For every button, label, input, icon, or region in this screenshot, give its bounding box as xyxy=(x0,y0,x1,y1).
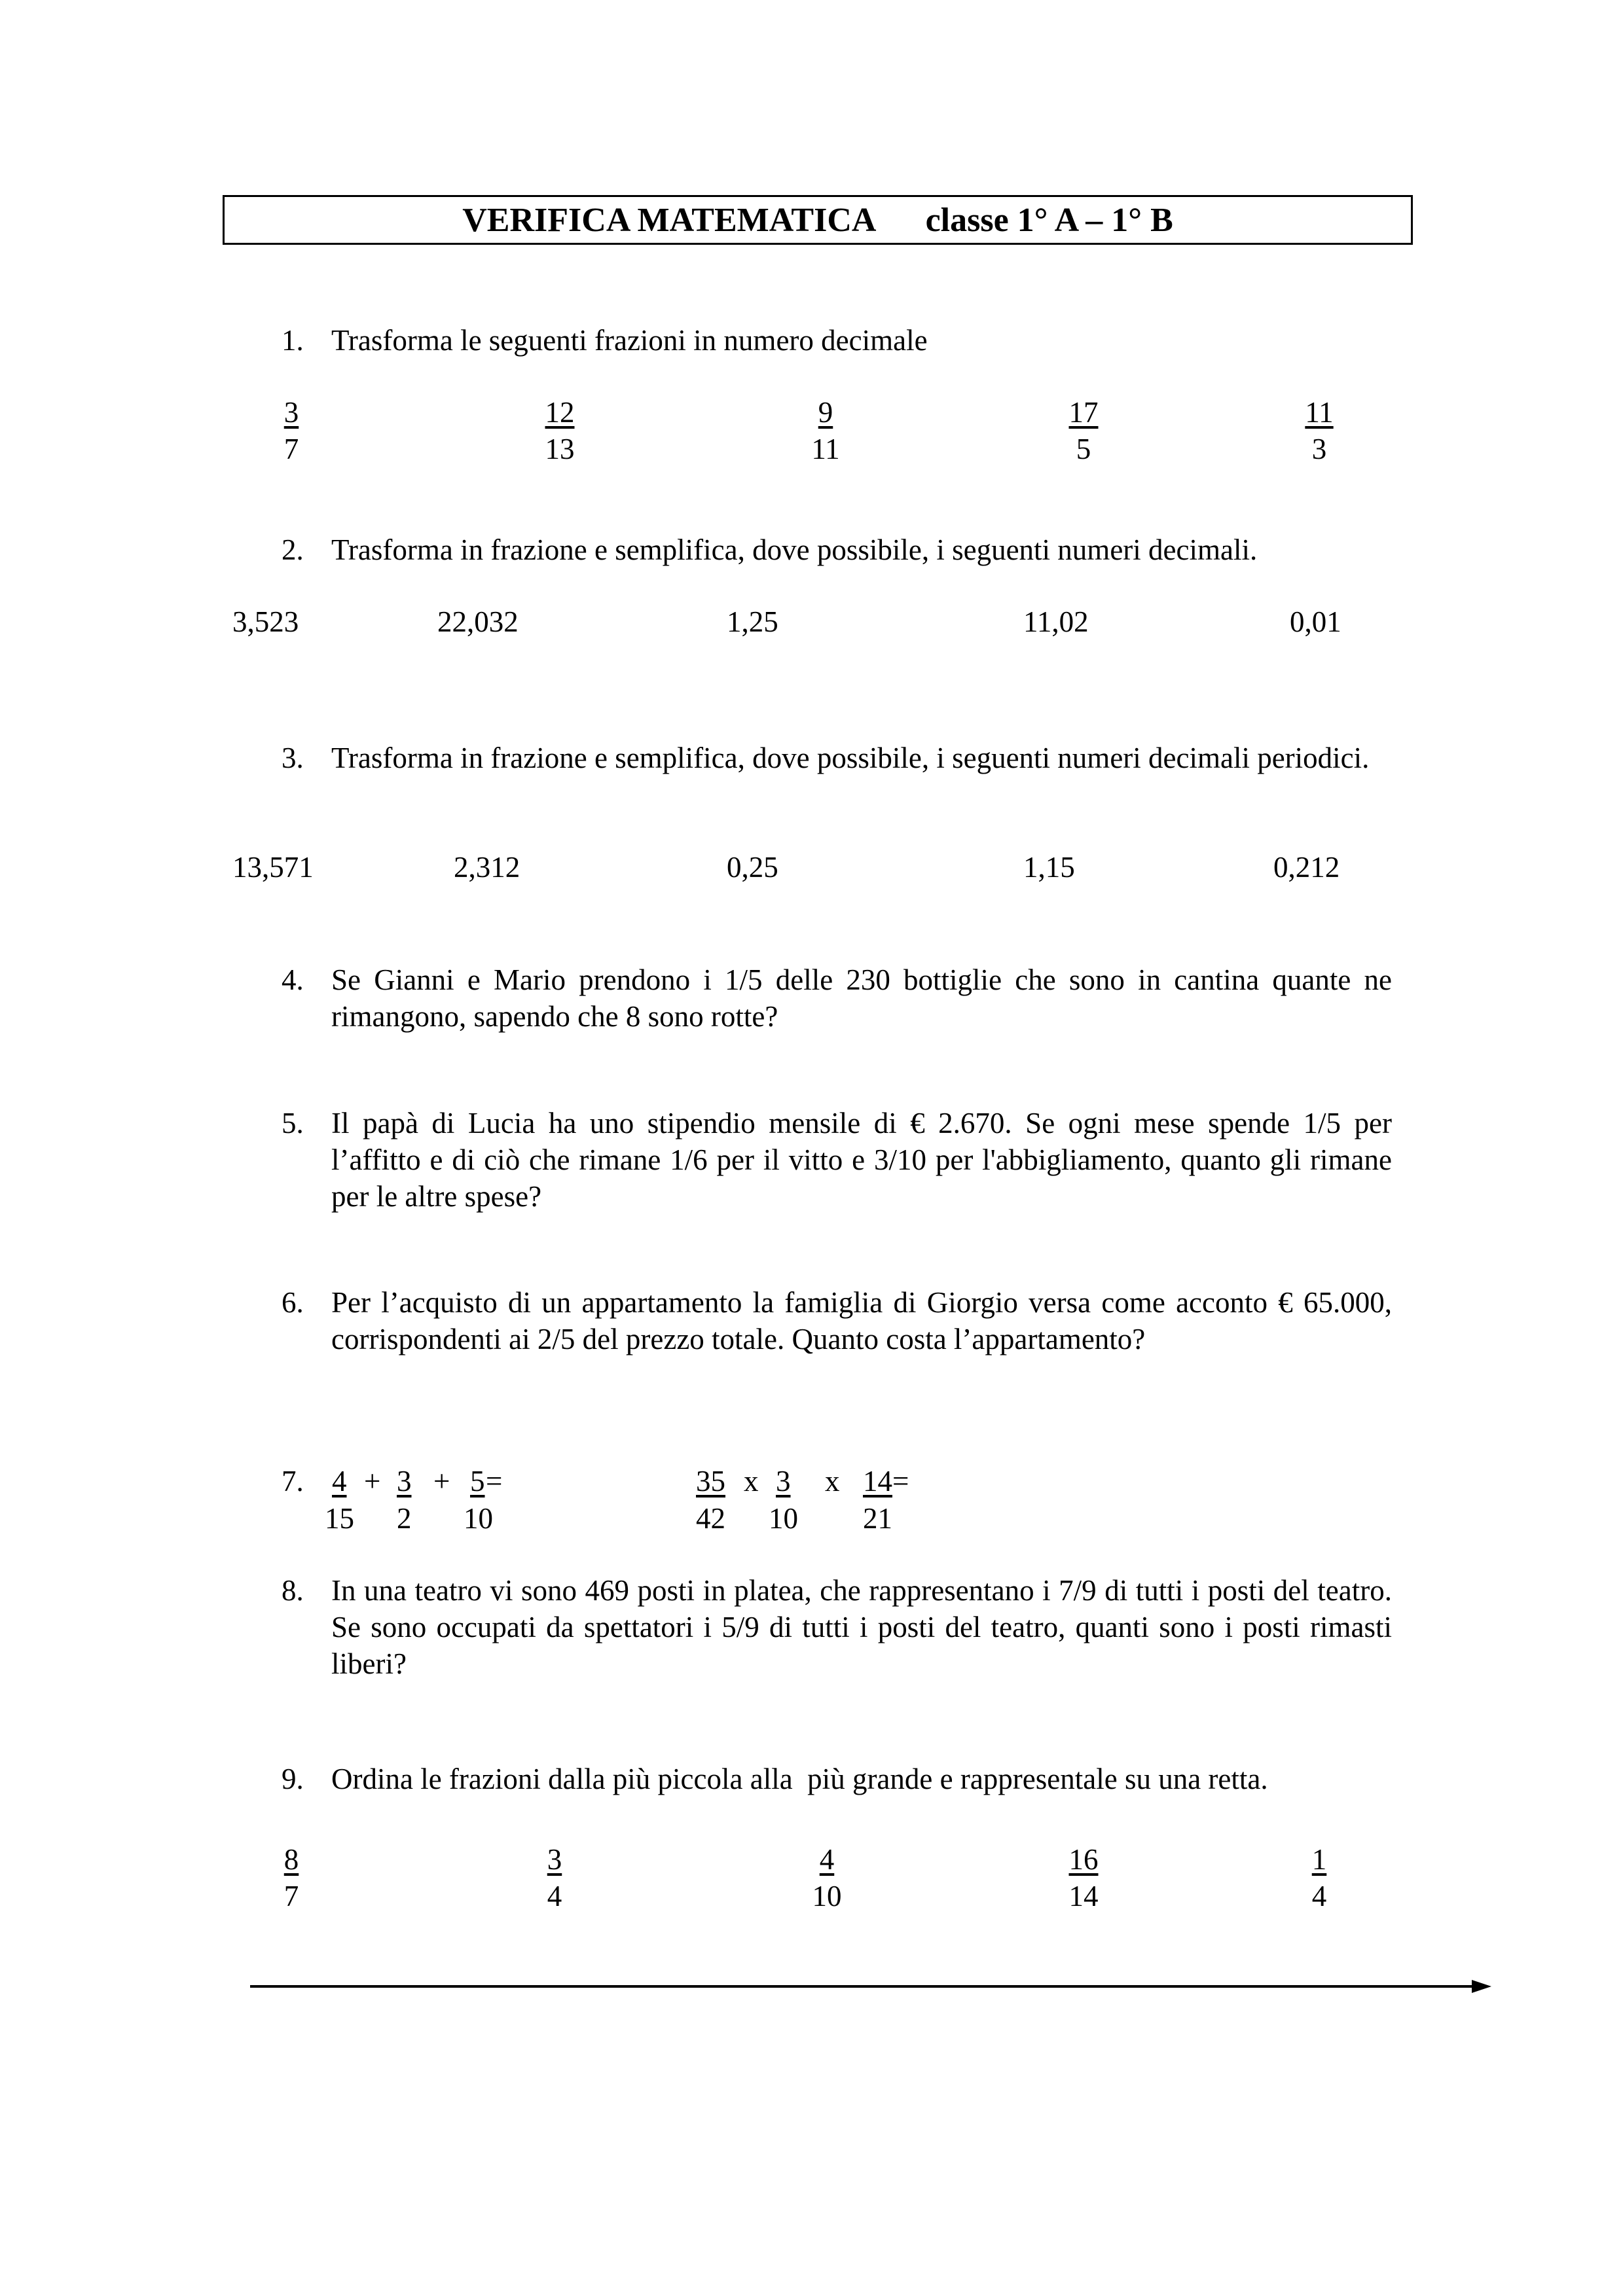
q2-value: 3,523 xyxy=(232,605,299,638)
q2-value: 0,01 xyxy=(1290,605,1341,638)
title-classes: classe 1° A – 1° B xyxy=(925,202,1173,239)
q3-value: 13,571 xyxy=(232,851,314,884)
title-main: VERIFICA MATEMATICA xyxy=(462,202,875,239)
q2-value: 1,25 xyxy=(727,605,778,638)
q7-prod-den-1: 42 xyxy=(696,1502,725,1535)
q3-number: 3. xyxy=(282,742,304,774)
q9-text: Ordina le frazioni dalla più piccola alla più grande e rappresentale su una retta. xyxy=(331,1763,1268,1795)
q9-fraction: $\frac{3}{4}$ xyxy=(547,1843,562,1912)
q7-prod-num-2: 3 xyxy=(776,1465,791,1498)
q7-prod-den-3: 21 xyxy=(863,1502,892,1535)
q7-sum-num-2: 3 xyxy=(397,1465,412,1498)
q3-value: 1,15 xyxy=(1023,851,1075,884)
q7-sum-equals: = xyxy=(486,1465,503,1498)
q7-prod-den-2: 10 xyxy=(769,1502,798,1535)
q7-sum-den-2: 2 xyxy=(397,1502,412,1535)
q5-number: 5. xyxy=(282,1107,304,1139)
q7-sum-op-1: + xyxy=(364,1465,381,1498)
q4-number: 4. xyxy=(282,963,304,996)
q7-sum-num-3: 5 xyxy=(470,1465,485,1498)
q9-number: 9. xyxy=(282,1763,304,1795)
q3-value: 0,25 xyxy=(727,851,778,884)
q7-sum-num-1: 4 xyxy=(332,1465,347,1498)
q4-text: Se Gianni e Mario prendono i 1/5 delle 230 bottiglie che sono in cantina quante ne rimangono, sapendo che 8 sono rotte? xyxy=(331,963,1392,1033)
q7-sum-op-2: + xyxy=(433,1465,450,1498)
q7-number: 7. xyxy=(282,1465,304,1498)
q7-sum-den-1: 15 xyxy=(325,1502,354,1535)
q9-fraction: $\frac{16}{14}$ xyxy=(1068,1843,1099,1912)
page-title xyxy=(225,201,1411,240)
q2-value: 11,02 xyxy=(1023,605,1089,638)
q6-number: 6. xyxy=(282,1286,304,1319)
q1-fraction: $\frac{11}{3}$ xyxy=(1305,396,1334,465)
q2-value: 22,032 xyxy=(437,605,519,638)
q1-fraction: $\frac{9}{11}$ xyxy=(811,396,840,465)
q1-number: 1. xyxy=(282,324,304,357)
q9-fraction: $\frac{4}{10}$ xyxy=(812,1843,842,1912)
q1-text: Trasforma le seguenti frazioni in numero decimale xyxy=(331,324,928,357)
q5-text: Il papà di Lucia ha uno stipendio mensile di € 2.670. Se ogni mese spende 1/5 per l’affitto e di ciò che rimane 1/6 per il vitto e 3/10 per l'abbigliamento, quanto gli rimane per le altre spese? xyxy=(331,1107,1392,1213)
q7-prod-op-1: x xyxy=(744,1465,759,1498)
q3-value: 2,312 xyxy=(454,851,520,884)
q2-number: 2. xyxy=(282,533,304,566)
q6-text: Per l’acquisto di un appartamento la famiglia di Giorgio versa come acconto € 65.000, corrispondenti ai 2/5 del prezzo totale. Quanto costa l’appartamento? xyxy=(331,1286,1392,1355)
q2-text: Trasforma in frazione e semplifica, dove possibile, i seguenti numeri decimali. xyxy=(331,533,1258,566)
q7-prod-num-1: 35 xyxy=(696,1465,725,1498)
q7-prod-num-3: 14 xyxy=(863,1465,892,1498)
q3-text: Trasforma in frazione e semplifica, dove possibile, i seguenti numeri decimali periodici. xyxy=(331,742,1370,774)
q7-prod-op-2: x xyxy=(825,1465,840,1498)
q7-sum-den-3: 10 xyxy=(464,1502,493,1535)
q8-number: 8. xyxy=(282,1574,304,1607)
q8-text: In una teatro vi sono 469 posti in platea, che rappresentano i 7/9 di tutti i posti del teatro. Se sono occupati da spettatori i 5/9 di tutti i posti del teatro, quanti sono i posti rimasti liberi? xyxy=(331,1574,1392,1680)
q9-fraction: $\frac{1}{4}$ xyxy=(1311,1843,1327,1912)
title-box xyxy=(223,195,1413,245)
q1-fraction: $\frac{3}{7}$ xyxy=(283,396,299,465)
q7-prod-equals: = xyxy=(892,1465,909,1498)
q3-value: 0,212 xyxy=(1273,851,1340,884)
q1-fraction: $\frac{12}{13}$ xyxy=(545,396,575,465)
q1-fraction: $\frac{17}{5}$ xyxy=(1068,396,1099,465)
q9-fraction: $\frac{8}{7}$ xyxy=(283,1843,299,1912)
number-line-arrow xyxy=(249,1973,1493,2000)
